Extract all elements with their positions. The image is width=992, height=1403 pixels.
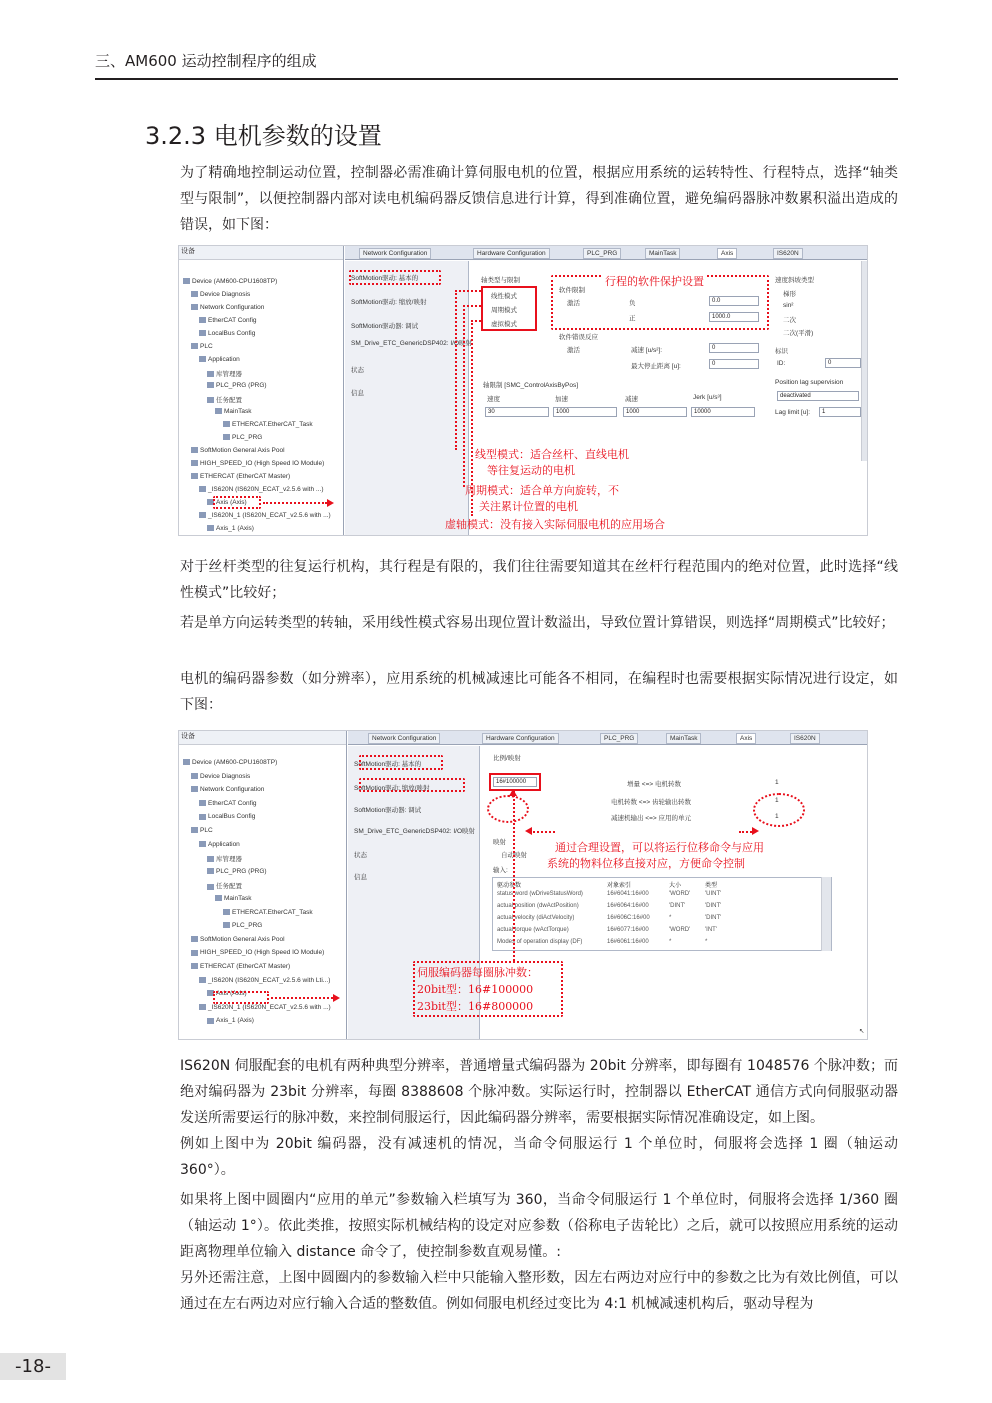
incr-label: 增量 <=> 电机转数	[627, 781, 681, 788]
tree-node-icon	[199, 800, 206, 806]
sw-limit-title: 软件限制	[559, 287, 585, 294]
table-cell: actual position (dwActPosition)	[497, 903, 579, 909]
table-cell: 'DINT'	[669, 903, 686, 909]
tree-item[interactable]	[183, 759, 277, 766]
gear-right-value[interactable]: 1	[775, 813, 779, 820]
tree-item[interactable]	[191, 447, 285, 454]
ann-encoder-3: 23bit型：16#800000	[417, 1000, 534, 1013]
axis-type-title: 轴类型与限制	[481, 277, 520, 284]
tree-item-label: Network Configuration	[200, 786, 265, 794]
tree-arrow-line	[263, 502, 327, 504]
table-cell: 16#6041:16#00	[607, 891, 649, 897]
radio-virtual[interactable]: 虚拟模式	[491, 321, 517, 328]
tree-node-icon	[207, 371, 214, 377]
left-circle	[487, 795, 529, 823]
tab-plc-prg[interactable]: PLC_PRG	[600, 733, 638, 744]
tree-item-label: PLC_PRG	[232, 434, 263, 441]
tree-item[interactable]	[215, 895, 251, 902]
tree-node-icon	[199, 486, 206, 492]
tree-item[interactable]	[191, 473, 290, 480]
figure-1-axis-type	[178, 245, 868, 536]
tree-item[interactable]	[207, 382, 267, 389]
scaling-highlight-box	[359, 778, 465, 792]
tab-hardware-config[interactable]: Hardware Configuration	[482, 733, 559, 744]
speed-mode-title: 速度斜坡类型	[775, 277, 814, 284]
paragraph-4: 电机的编码器参数（如分辨率），应用系统的机械减速比可能各不相同，在编程时也需要根据实际情况进行设定，如下图：	[180, 671, 898, 713]
tree-item[interactable]	[199, 1004, 331, 1011]
tree-item-label: LocalBus Config	[208, 330, 256, 337]
tree-item-label: PLC	[200, 343, 213, 350]
tree-item[interactable]	[223, 421, 313, 428]
section-title: 3.2.3 电机参数的设置	[145, 122, 382, 150]
tree-node-icon	[207, 856, 214, 862]
side-item-info[interactable]: 信息	[354, 874, 367, 881]
speed-mode-trapezoid[interactable]: 梯形	[783, 291, 796, 298]
tree-node-icon	[191, 473, 198, 479]
tree-item-label: ETHERCAT (EtherCAT Master)	[200, 963, 291, 970]
ann-linear-2: 等往复运动的电机	[487, 464, 575, 477]
ann-center-2: 系统的物料位移直接对应，方便命令控制	[547, 857, 745, 870]
input-title: 输入:	[493, 867, 508, 874]
tree-item[interactable]	[191, 291, 250, 298]
tree-item-label: HIGH_SPEED_IO (High Speed IO Module)	[200, 949, 325, 957]
tree-item-label: PLC_PRG	[232, 922, 263, 930]
tree-node-icon	[207, 525, 214, 531]
encoder-connector-head	[509, 789, 517, 796]
axis-tree-highlight-box	[213, 496, 261, 509]
ann-linear-1: 线型模式：适合丝杆、直线电机	[475, 448, 629, 461]
tree-item-label: 库管理器	[216, 856, 242, 864]
pos-label: 正	[629, 315, 636, 322]
tree-item[interactable]	[191, 949, 324, 956]
limit-col-accel: 加速	[555, 396, 568, 403]
tree-item-label: 任务配置	[216, 397, 242, 404]
col-drive-param: 驱动参数	[497, 883, 522, 889]
table-cell: *	[669, 915, 672, 921]
arrow-right-head	[752, 827, 759, 835]
tab-maintask[interactable]: MainTask	[645, 248, 680, 259]
tree-item-label: SoftMotion General Axis Pool	[200, 935, 285, 943]
neg-label: 负	[629, 300, 636, 307]
tree-node-icon	[223, 922, 230, 928]
map-title: 映射	[493, 839, 506, 846]
tree-item[interactable]	[199, 813, 255, 820]
page-number: -18-	[0, 1353, 66, 1380]
table-cell: 'DINT'	[705, 903, 722, 909]
pos-lag-title: Position lag supervision	[775, 379, 844, 386]
tree-item-label: ETHERCAT (EtherCAT Master)	[200, 473, 291, 480]
paragraph-3: 若是单方向运转类型的转轴，采用线性模式容易出现位置计数溢出，导致位置计算错误，则选择“周期模式”比较好；	[180, 615, 895, 631]
tree-node-icon	[191, 963, 198, 969]
tree-item-label: Application	[208, 356, 240, 363]
limits-title: 轴限制 [SMC_ControlAxisByPos]	[483, 382, 578, 389]
tree-item[interactable]	[223, 909, 313, 916]
tab-network-config[interactable]: Network Configuration	[368, 733, 440, 744]
tree-item[interactable]	[199, 356, 240, 363]
paragraph-1: 为了精确地控制运动位置，控制器必需准确计算伺服电机的位置，根据应用系统的运转特性、行程特点，选择“轴类型与限制”，以便控制器内部对读电机编码器反馈信息进行计算，得到准确位置，避免编码器脉冲数累积溢出造成的错误，如下图：	[180, 165, 898, 233]
tree-item[interactable]	[207, 395, 242, 404]
motor-right-value[interactable]: 1	[775, 797, 779, 804]
max-dist-field[interactable]: 0	[709, 359, 759, 369]
tree-node-icon	[191, 460, 198, 466]
limit-jerk-field[interactable]: 10000	[691, 407, 755, 417]
gear-label: 减速机输出 <=> 应用的单元	[611, 815, 691, 822]
decel-field[interactable]: 0	[709, 343, 759, 353]
tree-item[interactable]	[199, 841, 240, 848]
side-item-debug[interactable]: SoftMotion驱动器: 调试	[354, 807, 422, 814]
table-cell: 'DINT'	[705, 915, 722, 921]
tree-item-label: MainTask	[224, 895, 252, 902]
neg-limit-field[interactable]: 0.0	[709, 296, 759, 306]
tree-item-label: 库管理器	[216, 371, 242, 378]
tree-item[interactable]	[223, 434, 262, 441]
tree-item[interactable]	[191, 827, 213, 834]
side-item-scaling[interactable]: SoftMotion驱动: 缩放/映射	[354, 785, 430, 792]
radio-linear[interactable]: 线性模式	[491, 293, 517, 300]
page-header: 三、AM600 运动控制程序的组成	[95, 52, 317, 70]
tab-hardware-config[interactable]: Hardware Configuration	[473, 248, 550, 259]
table-cell: *	[669, 939, 672, 945]
connector-cycle	[463, 305, 481, 307]
tree-item-label: ETHERCAT.EtherCAT_Task	[232, 421, 313, 428]
tree-node-icon	[215, 895, 222, 901]
tree-node-icon	[191, 950, 198, 956]
tree-item[interactable]	[191, 963, 290, 970]
tree-item-label: ETHERCAT.EtherCAT_Task	[232, 908, 313, 916]
mapping-table	[492, 877, 832, 951]
ann-encoder-1: 伺服编码器每圈脉冲数：	[417, 966, 538, 979]
tree-item-label: Application	[208, 840, 240, 848]
pos-lag-select[interactable]: deactivated	[777, 391, 859, 401]
limit-accel-field[interactable]: 1000	[553, 407, 617, 417]
tree-item-label: SoftMotion General Axis Pool	[200, 447, 285, 454]
tree-node-icon	[191, 291, 198, 297]
editor-tabs	[348, 731, 868, 745]
tree-item-label: PLC_PRG (PRG)	[216, 867, 267, 875]
tree-item-label: _IS620N_1 (IS620N_ECAT_v2.5.6 with ...)	[208, 512, 331, 519]
tree-item[interactable]	[191, 343, 213, 350]
tree-item[interactable]	[215, 408, 251, 415]
ann-cycle-2: 关注累计位置的电机	[479, 500, 578, 513]
ann-sw-limit: 行程的软件保护设置	[605, 275, 704, 288]
tree-item-label: LocalBus Config	[208, 813, 256, 821]
tree-item-label: PLC	[200, 827, 213, 834]
table-cell: 'UINT'	[705, 891, 722, 897]
tree-header: 设备	[179, 731, 346, 745]
ann-center-1: 通过合理设置，可以将运行位移命令与应用	[555, 841, 764, 854]
limit-decel-field[interactable]: 1000	[623, 407, 687, 417]
lag-limit-field[interactable]: 1	[819, 407, 861, 417]
tree-item-label: Axis (Axis)	[216, 499, 247, 506]
col-object-index: 对象索引	[607, 883, 632, 889]
connector-linear-v	[455, 290, 457, 450]
incr-field[interactable]: 16#100000	[493, 777, 537, 787]
tree-node-icon	[199, 814, 206, 820]
id-label: ID:	[777, 360, 786, 367]
tree-item-label: MainTask	[224, 408, 252, 415]
table-cell: 16#6061:16#00	[607, 939, 649, 945]
tree-item[interactable]	[207, 854, 242, 863]
decel-label: 减速 [u/s²]:	[631, 347, 663, 354]
tree-node-icon	[223, 909, 230, 915]
connector-linear	[455, 290, 481, 292]
tree-item[interactable]	[207, 1017, 254, 1024]
right-circle	[753, 793, 805, 827]
tree-item[interactable]	[207, 525, 254, 532]
map-auto-checkbox[interactable]: 自动映射	[501, 852, 527, 859]
scrollbar[interactable]	[861, 261, 868, 461]
tree-item[interactable]	[223, 922, 262, 929]
tree-item[interactable]	[199, 800, 257, 807]
ann-encoder-2: 20bit型：16#100000	[417, 983, 534, 996]
tree-node-icon	[183, 759, 190, 765]
col-type: 类型	[705, 883, 718, 889]
tab-maintask[interactable]: MainTask	[666, 733, 701, 744]
tree-item[interactable]	[199, 486, 324, 493]
tree-item[interactable]	[199, 977, 330, 984]
table-cell: 'INT'	[705, 927, 717, 933]
radio-cycle[interactable]: 周期模式	[491, 307, 517, 314]
tree-node-icon	[191, 447, 198, 453]
table-cell: 16#606C:16#00	[607, 915, 650, 921]
table-cell: actual torque (wActTorque)	[497, 927, 569, 933]
tree-node-icon	[223, 434, 230, 440]
speed-mode-quadratic[interactable]: 二次	[783, 317, 796, 324]
tree-node-icon	[191, 304, 198, 310]
side-item-basic[interactable]: SoftMotion驱动: 基本的	[351, 275, 419, 282]
tree-arrow-head	[333, 994, 340, 1002]
side-item-basic[interactable]: SoftMotion驱动: 基本的	[354, 761, 422, 768]
basic-highlight-box	[349, 270, 441, 285]
limit-col-decel: 减速	[625, 396, 638, 403]
tree-item-label: _IS620N (IS620N_ECAT_v2.5.6 with ...)	[208, 486, 324, 493]
axis-side-menu	[345, 261, 473, 536]
tree-node-icon	[199, 330, 206, 336]
max-dist-label: 最大停止距离 [u]:	[631, 363, 681, 370]
tree-node-icon	[215, 408, 222, 414]
table-cell: 'WORD'	[669, 891, 691, 897]
limit-col-velocity: 速度	[487, 396, 500, 403]
tree-item[interactable]	[191, 460, 324, 467]
tree-item-label: Device (AM600-CPU1608TP)	[192, 278, 278, 285]
tree-item[interactable]	[191, 936, 285, 943]
tree-item-label: Device (AM600-CPU1608TP)	[192, 759, 278, 766]
tree-item[interactable]	[207, 881, 242, 890]
lag-limit-label: Lag limit [u]:	[775, 409, 811, 416]
tree-node-icon	[191, 786, 198, 792]
tab-network-config[interactable]: Network Configuration	[359, 248, 431, 259]
tree-node-icon	[223, 421, 230, 427]
id-field[interactable]: 0	[825, 358, 861, 368]
tree-item[interactable]	[199, 317, 257, 324]
table-cell: 'WORD'	[669, 927, 691, 933]
tree-item-label: Network Configuration	[200, 304, 265, 311]
tree-arrow-head	[327, 499, 334, 507]
cursor-mark: ↖	[859, 1028, 865, 1035]
sw-limit-enable[interactable]: 激活	[567, 300, 580, 307]
tree-node-icon	[207, 1018, 214, 1024]
ann-virtual: 虚轴模式：没有接入实际伺服电机的应用场合	[445, 518, 665, 531]
tree-node-icon	[207, 884, 214, 890]
paragraph-5: IS620N 伺服配套的电机有两种典型分辨率，普通增量式编码器为 20bit 分辨率，即每圈有 1048576 个脉冲数；而绝对编码器为 23bit 分辨率，每圈 8388608 个脉冲数。实际运行时，控制器以 EtherCAT 通信方式向伺服驱动器发送所需要运行的脉冲数，来控制伺服运行，因此编码器分辨率，需要根据实际情况准确设定，如上图。	[180, 1058, 898, 1126]
side-item-io-mapping[interactable]: SM_Drive_ETC_GenericDSP402: I/O映射	[354, 828, 476, 835]
table-scrollbar[interactable]	[821, 877, 831, 951]
side-item-status[interactable]: 状态	[351, 367, 364, 374]
tree-item-label: Device Diagnosis	[200, 772, 251, 780]
tree-item[interactable]	[199, 330, 255, 337]
motor-label: 电机转数 <=> 齿轮输出转数	[611, 799, 691, 806]
tree-node-icon	[191, 827, 198, 833]
speed-mode-quadratic-smooth[interactable]: 二次(平滑)	[783, 330, 814, 337]
basic-highlight-box	[359, 755, 443, 770]
tree-node-icon	[191, 343, 198, 349]
device-tree	[179, 246, 344, 536]
table-cell: actual velocity (diActVelocity)	[497, 915, 575, 921]
tree-item-label: _IS620N_1 (IS620N_ECAT_v2.5.6 with ...)	[208, 1003, 331, 1011]
tree-item[interactable]	[191, 304, 264, 311]
tree-item-label: EtherCAT Config	[208, 799, 257, 807]
connector-cycle-v	[463, 305, 465, 487]
col-size: 大小	[669, 883, 682, 889]
paragraph-6: 例如上图中为 20bit 编码器，没有减速机的情况，当命令伺服运行 1 个单位时，伺服将会选择 1 圈（轴运动 360°）。	[180, 1136, 898, 1178]
tree-node-icon	[199, 977, 206, 983]
speed-mode-sin2[interactable]: sin²	[783, 302, 794, 309]
tree-node-icon	[207, 382, 214, 388]
tree-header: 设备	[179, 246, 343, 260]
tree-item-label: 任务配置	[216, 883, 242, 891]
tab-is620n[interactable]: IS620N	[773, 248, 803, 259]
table-cell: 16#6064:16#00	[607, 903, 649, 909]
tree-node-icon	[199, 841, 206, 847]
tree-item[interactable]	[207, 369, 242, 378]
tab-axis[interactable]: Axis	[717, 248, 737, 259]
pos-limit-field[interactable]: 1000.0	[709, 312, 759, 322]
sw-error-title: 软件错误反应	[559, 334, 598, 341]
tree-item-label: _IS620N (IS620N_ECAT_v2.5.6 with Lti...)	[208, 976, 331, 984]
tree-item[interactable]	[191, 786, 264, 793]
axis-type-highlight-box	[481, 286, 537, 331]
arrow-left-line	[529, 831, 555, 833]
side-item-debug[interactable]: SoftMotion驱动器: 调试	[351, 323, 419, 330]
side-item-info[interactable]: 信息	[351, 390, 364, 397]
tree-item-label: EtherCAT Config	[208, 317, 257, 324]
tree-item-label: HIGH_SPEED_IO (High Speed IO Module)	[200, 460, 325, 467]
editor-tabs	[345, 246, 868, 260]
scale-title: 比例/映射	[493, 755, 521, 762]
arrow-left-head	[525, 827, 532, 835]
tree-item-label: Axis (Axis)	[216, 990, 247, 998]
side-item-scaling[interactable]: SoftMotion驱动: 缩放/映射	[351, 299, 427, 306]
table-cell: status word (wDriveStatusWord)	[497, 891, 583, 897]
tree-arrow-line	[271, 997, 333, 999]
tree-node-icon	[199, 317, 206, 323]
table-cell: Modes of operation display (DF)	[497, 939, 583, 945]
tree-node-icon	[207, 868, 214, 874]
figure-2-scaling	[178, 730, 868, 1040]
tree-item[interactable]	[191, 773, 250, 780]
tree-item[interactable]	[183, 278, 277, 285]
header-rule	[95, 78, 898, 80]
sw-error-enable[interactable]: 激活	[567, 347, 580, 354]
incr-right-value[interactable]: 1	[775, 779, 779, 786]
tree-item[interactable]	[199, 512, 331, 519]
tree-item-label: Axis_1 (Axis)	[216, 525, 254, 532]
side-item-io-mapping[interactable]: SM_Drive_ETC_GenericDSP402: I/O映射	[351, 340, 473, 347]
paragraph-8: 另外还需注意，上图中圆圈内的参数输入栏中只能输入整形数，因左右两边对应行中的参数之比为有效比例值，可以通过在左右两边对应行输入合适的整数值。例如伺服电机经过变比为 4:1 机械减速机构后，驱动导程为	[180, 1270, 898, 1312]
tree-node-icon	[199, 1004, 206, 1010]
tree-item[interactable]	[207, 868, 267, 875]
tree-node-icon	[199, 356, 206, 362]
tree-item-label: PLC_PRG (PRG)	[216, 382, 267, 389]
limit-col-jerk: Jerk [u/s³]	[693, 394, 722, 401]
tree-node-icon	[199, 512, 206, 518]
tab-axis[interactable]: Axis	[736, 733, 756, 744]
paragraph-2: 对于丝杆类型的往复运行机构，其行程是有限的，我们往往需要知道其在丝杆行程范围内的绝对位置，此时选择“线性模式”比较好；	[180, 559, 898, 601]
tab-plc-prg[interactable]: PLC_PRG	[583, 248, 621, 259]
ann-cycle-1: 周期模式：适合单方向旋转，不	[465, 484, 619, 497]
encoder-connector	[513, 791, 515, 961]
tab-is620n[interactable]: IS620N	[790, 733, 820, 744]
axis-tree-highlight-box	[213, 991, 269, 1004]
table-cell: *	[705, 939, 708, 945]
table-cell: 16#6077:16#00	[607, 927, 649, 933]
limit-velocity-field[interactable]: 30	[485, 407, 549, 417]
tree-node-icon	[191, 773, 198, 779]
tree-item-label: Axis_1 (Axis)	[216, 1017, 254, 1025]
tree-node-icon	[207, 397, 214, 403]
id-title: 标识	[775, 348, 788, 355]
paragraph-7: 如果将上图中圆圈内“应用的单元”参数输入栏填写为 360，当命令伺服运行 1 个单位时，伺服将会选择 1/360 圈（轴运动 1°）。依此类推，按照实际机械结构的设定对应参数（俗称电子齿轮比）之后，就可以按照应用系统的运动距离物理单位输入 distance 命令了，使控制参数直观易懂。:	[180, 1192, 898, 1260]
side-item-status[interactable]: 状态	[354, 852, 367, 859]
tree-item-label: Device Diagnosis	[200, 291, 251, 298]
tree-node-icon	[191, 936, 198, 942]
tree-node-icon	[183, 278, 190, 284]
